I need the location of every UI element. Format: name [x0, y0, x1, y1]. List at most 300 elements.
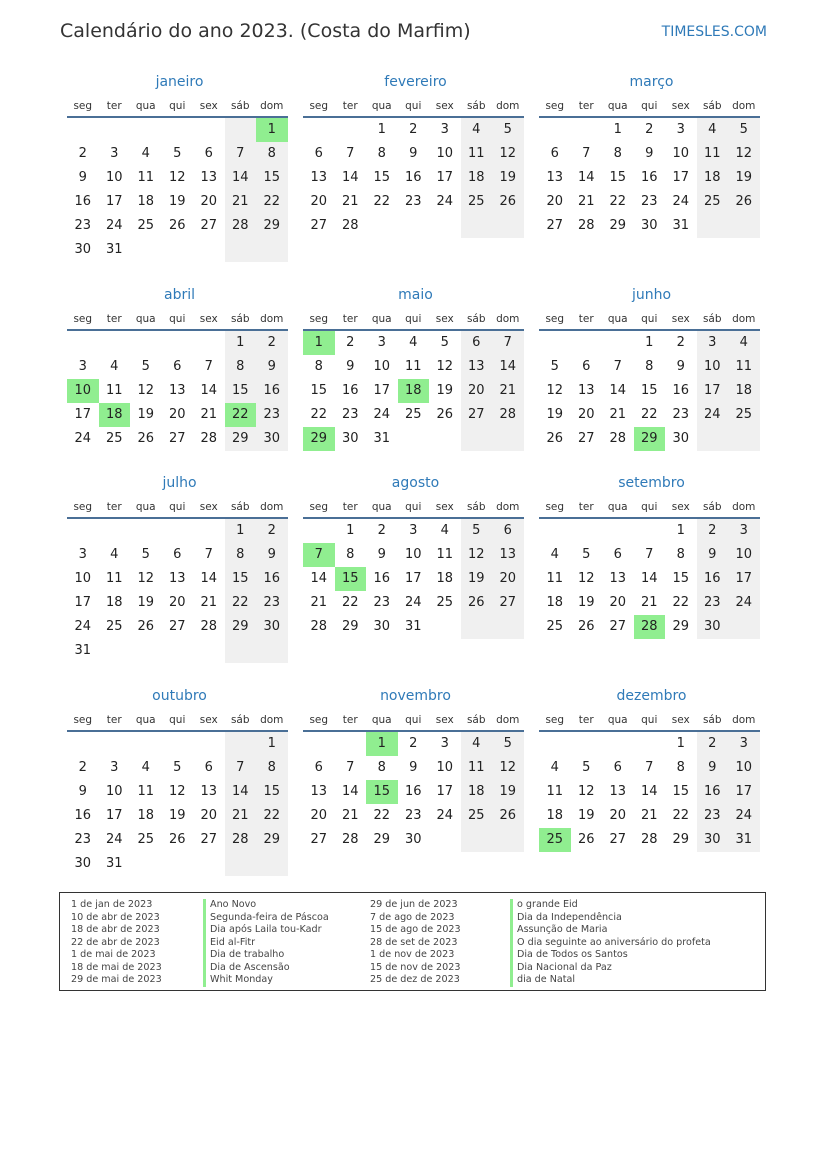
day-cell: 15 [640, 383, 658, 398]
legend-date: 1 de mai de 2023 [71, 949, 156, 960]
month-junho [539, 285, 760, 451]
weekday-label: qui [169, 313, 186, 325]
weekday-label: qua [371, 100, 392, 112]
weekday-label: sáb [466, 100, 486, 112]
day-cell: 21 [200, 407, 218, 422]
day-cell: 23 [256, 403, 288, 427]
weekday-label: seg [545, 313, 565, 325]
day-cell: 9 [346, 359, 355, 374]
day-cell: 21 [577, 194, 595, 209]
day-cell: 25 [137, 832, 155, 847]
day-cell: 7 [346, 146, 355, 161]
day-cell: 18 [461, 166, 493, 190]
day-cell: 30 [341, 431, 359, 446]
day-cell: 6 [492, 519, 524, 543]
day-cell: 14 [225, 780, 257, 804]
day-cell: 10 [728, 543, 760, 567]
day-cell: 7 [582, 146, 591, 161]
page-title: Calendário do ano 2023. (Costa do Marfim) [60, 20, 471, 42]
weekday-label: ter [106, 714, 122, 726]
weekday-label: ter [342, 714, 358, 726]
legend-date: 10 de abr de 2023 [71, 911, 160, 923]
weekday-label: dom [260, 100, 284, 112]
weekday-label: qui [405, 714, 422, 726]
day-cell: 15 [225, 379, 257, 403]
month-name: junho [631, 287, 672, 303]
day-cell: 5 [582, 760, 591, 775]
day-cell: 29 [373, 832, 391, 847]
day-cell: 9 [78, 784, 87, 799]
holiday-day-cell: 29 [303, 427, 335, 451]
legend-holiday-name: Dia de trabalho [203, 949, 329, 962]
empty-cell [130, 852, 162, 876]
day-cell: 28 [640, 832, 658, 847]
day-cell: 8 [225, 355, 257, 379]
month-novembro [303, 686, 524, 852]
day-cell: 19 [168, 808, 186, 823]
day-cell: 1 [676, 523, 685, 538]
day-cell: 11 [546, 571, 564, 586]
day-cell: 27 [461, 403, 493, 427]
empty-cell [193, 331, 225, 355]
weekday-label: dom [732, 501, 756, 513]
legend-dates-column-2 [370, 899, 461, 987]
weekday-label: dom [260, 714, 284, 726]
day-cell: 11 [137, 784, 155, 799]
empty-cell [162, 852, 194, 876]
day-cell: 16 [256, 567, 288, 591]
day-cell: 6 [582, 359, 591, 374]
weekday-label: sáb [230, 313, 250, 325]
day-cell: 13 [168, 571, 186, 586]
day-cell: 23 [404, 194, 422, 209]
month-name: dezembro [616, 688, 687, 704]
day-cell: 24 [436, 194, 454, 209]
day-cell: 14 [341, 170, 359, 185]
day-cell: 21 [310, 595, 328, 610]
day-cell: 23 [341, 407, 359, 422]
weekday-label: qua [371, 501, 392, 513]
day-cell: 19 [137, 595, 155, 610]
empty-cell [162, 519, 194, 543]
day-cell: 5 [173, 760, 182, 775]
day-cell: 7 [346, 760, 355, 775]
weekday-label: sex [671, 313, 690, 325]
weekday-label: qua [135, 501, 156, 513]
day-cell: 2 [409, 122, 418, 137]
day-cell: 15 [310, 383, 328, 398]
legend-date: 1 de jan de 2023 [71, 899, 153, 910]
day-cell: 23 [672, 407, 690, 422]
empty-cell [429, 214, 461, 238]
month-março [539, 72, 760, 238]
day-cell: 24 [74, 431, 92, 446]
day-cell: 26 [728, 190, 760, 214]
weekday-label: sáb [466, 313, 486, 325]
day-cell: 7 [225, 756, 257, 780]
day-cell: 11 [728, 355, 760, 379]
weekday-label: ter [578, 100, 594, 112]
empty-cell [225, 732, 257, 756]
day-cell: 8 [377, 760, 386, 775]
day-cell: 8 [676, 547, 685, 562]
empty-cell [429, 828, 461, 852]
month-name: setembro [618, 475, 685, 491]
weekday-label: ter [578, 501, 594, 513]
weekday-label: sáb [230, 100, 250, 112]
day-cell: 16 [404, 170, 422, 185]
day-cell: 5 [728, 118, 760, 142]
site-link[interactable]: TIMESLES.COM [661, 24, 767, 40]
empty-cell [429, 427, 461, 451]
empty-cell [366, 214, 398, 238]
weekday-label: sáb [230, 714, 250, 726]
day-cell: 5 [461, 519, 493, 543]
day-cell: 8 [676, 760, 685, 775]
day-cell: 12 [492, 142, 524, 166]
legend-holiday-name: Assunção de Maria [510, 924, 711, 937]
day-cell: 4 [550, 760, 559, 775]
day-cell: 16 [74, 194, 92, 209]
day-cell: 21 [225, 804, 257, 828]
day-cell: 9 [409, 760, 418, 775]
weekday-label: sáb [702, 100, 722, 112]
day-cell: 6 [314, 760, 323, 775]
day-cell: 16 [640, 170, 658, 185]
day-cell: 25 [105, 431, 123, 446]
day-cell: 29 [256, 214, 288, 238]
month-dezembro [539, 686, 760, 852]
empty-cell [398, 214, 430, 238]
day-grid [539, 519, 760, 639]
day-cell: 26 [492, 804, 524, 828]
day-cell: 17 [672, 170, 690, 185]
legend-holiday-name: Segunda-feira de Páscoa [203, 912, 329, 925]
day-cell: 18 [461, 780, 493, 804]
day-cell: 4 [409, 335, 418, 350]
weekday-label: seg [545, 714, 565, 726]
legend-date: 15 de ago de 2023 [370, 924, 461, 935]
holiday-day-cell: 10 [67, 379, 99, 403]
day-cell: 18 [546, 808, 564, 823]
day-cell: 15 [256, 780, 288, 804]
day-cell: 22 [256, 804, 288, 828]
day-cell: 23 [640, 194, 658, 209]
weekday-label: ter [342, 313, 358, 325]
day-cell: 2 [256, 331, 288, 355]
day-cell: 31 [105, 242, 123, 257]
day-cell: 24 [728, 804, 760, 828]
weekday-label: qua [135, 313, 156, 325]
legend-date: 1 de nov de 2023 [370, 949, 455, 960]
day-cell: 30 [373, 619, 391, 634]
day-cell: 3 [440, 122, 449, 137]
day-cell: 15 [256, 166, 288, 190]
day-cell: 2 [409, 736, 418, 751]
day-cell: 1 [346, 523, 355, 538]
empty-cell [539, 331, 571, 355]
day-cell: 8 [256, 142, 288, 166]
day-cell: 27 [492, 591, 524, 615]
day-grid [303, 331, 524, 451]
empty-cell [602, 519, 634, 543]
weekday-label: ter [578, 714, 594, 726]
day-cell: 28 [225, 828, 257, 852]
empty-cell [99, 639, 131, 663]
weekday-label: qui [641, 501, 658, 513]
empty-cell [571, 331, 603, 355]
month-name: abril [163, 287, 195, 303]
empty-cell [335, 118, 367, 142]
day-cell: 12 [546, 383, 564, 398]
day-cell: 4 [461, 118, 493, 142]
day-cell: 18 [728, 379, 760, 403]
weekday-label: qui [405, 100, 422, 112]
weekday-label: qua [371, 714, 392, 726]
day-cell: 19 [492, 166, 524, 190]
day-cell: 5 [492, 118, 524, 142]
day-cell: 3 [377, 335, 386, 350]
empty-cell [571, 732, 603, 756]
weekday-label: sex [199, 501, 218, 513]
day-cell: 18 [105, 595, 123, 610]
day-cell: 2 [256, 519, 288, 543]
day-cell: 11 [697, 142, 729, 166]
day-cell: 31 [672, 218, 690, 233]
empty-cell [429, 615, 461, 639]
empty-cell [193, 852, 225, 876]
empty-cell [67, 118, 99, 142]
day-cell: 12 [461, 543, 493, 567]
day-cell: 6 [204, 146, 213, 161]
weekday-label: sáb [702, 501, 722, 513]
empty-cell [539, 519, 571, 543]
day-cell: 3 [697, 331, 729, 355]
weekday-label: sex [199, 714, 218, 726]
weekday-label: qui [405, 501, 422, 513]
weekday-label: dom [260, 313, 284, 325]
day-cell: 14 [577, 170, 595, 185]
legend-date: 22 de abr de 2023 [71, 936, 160, 948]
day-cell: 5 [550, 359, 559, 374]
legend-date: 28 de set de 2023 [370, 936, 458, 948]
day-cell: 20 [310, 194, 328, 209]
day-cell: 13 [577, 383, 595, 398]
day-cell: 7 [645, 547, 654, 562]
day-cell: 21 [640, 595, 658, 610]
day-cell: 26 [461, 591, 493, 615]
day-cell: 25 [436, 595, 454, 610]
day-cell: 27 [546, 218, 564, 233]
day-cell: 3 [728, 519, 760, 543]
day-cell: 10 [105, 170, 123, 185]
day-cell: 19 [728, 166, 760, 190]
day-cell: 26 [577, 832, 595, 847]
empty-cell [193, 732, 225, 756]
day-cell: 15 [609, 170, 627, 185]
empty-cell [634, 732, 666, 756]
day-cell: 24 [373, 407, 391, 422]
day-cell: 23 [373, 595, 391, 610]
day-cell: 10 [728, 756, 760, 780]
legend-date: 18 de mai de 2023 [71, 961, 162, 973]
day-cell: 6 [173, 547, 182, 562]
day-cell: 15 [672, 571, 690, 586]
day-cell: 31 [74, 643, 92, 658]
weekday-label: sáb [230, 501, 250, 513]
day-cell: 22 [256, 190, 288, 214]
day-cell: 26 [137, 619, 155, 634]
empty-cell [225, 238, 257, 262]
weekday-label: sex [199, 100, 218, 112]
day-cell: 12 [492, 756, 524, 780]
day-cell: 2 [78, 146, 87, 161]
day-cell: 28 [200, 431, 218, 446]
day-cell: 3 [440, 736, 449, 751]
empty-cell [492, 828, 524, 852]
day-cell: 6 [314, 146, 323, 161]
day-cell: 8 [314, 359, 323, 374]
empty-cell [728, 427, 760, 451]
day-cell: 22 [672, 808, 690, 823]
day-cell: 21 [640, 808, 658, 823]
day-cell: 20 [200, 194, 218, 209]
weekday-header [67, 498, 288, 516]
month-name: novembro [380, 688, 451, 704]
day-cell: 31 [404, 619, 422, 634]
legend-holiday-name: Ano Novo [203, 899, 329, 912]
day-cell: 23 [697, 804, 729, 828]
legend-date: 29 de jun de 2023 [370, 899, 458, 910]
day-cell: 30 [640, 218, 658, 233]
day-cell: 18 [436, 571, 454, 586]
day-cell: 25 [461, 190, 493, 214]
day-cell: 18 [546, 595, 564, 610]
day-cell: 17 [697, 379, 729, 403]
day-cell: 2 [697, 732, 729, 756]
legend-holiday-name: dia de Natal [510, 974, 711, 987]
empty-cell [602, 331, 634, 355]
day-cell: 27 [168, 619, 186, 634]
day-cell: 11 [436, 547, 454, 562]
day-cell: 25 [546, 619, 564, 634]
day-cell: 7 [492, 331, 524, 355]
day-cell: 1 [225, 331, 257, 355]
legend-names-column-1 [203, 899, 329, 987]
empty-cell [461, 214, 493, 238]
day-cell: 11 [461, 756, 493, 780]
day-cell: 28 [310, 619, 328, 634]
day-cell: 20 [546, 194, 564, 209]
weekday-header [67, 711, 288, 729]
day-cell: 11 [137, 170, 155, 185]
day-grid [67, 118, 288, 262]
day-cell: 17 [436, 784, 454, 799]
day-cell: 19 [546, 407, 564, 422]
empty-cell [162, 118, 194, 142]
day-cell: 24 [672, 194, 690, 209]
day-cell: 1 [645, 335, 654, 350]
day-cell: 13 [168, 383, 186, 398]
day-cell: 28 [225, 214, 257, 238]
day-cell: 9 [256, 543, 288, 567]
empty-cell [697, 427, 729, 451]
weekday-label: qua [607, 714, 628, 726]
empty-cell [99, 118, 131, 142]
day-cell: 30 [74, 242, 92, 257]
weekday-label: sex [671, 100, 690, 112]
legend-holiday-name: O dia seguinte ao aniversário do profeta [510, 937, 711, 950]
weekday-header [539, 310, 760, 328]
day-cell: 13 [461, 355, 493, 379]
day-cell: 12 [137, 383, 155, 398]
day-cell: 7 [225, 142, 257, 166]
day-cell: 7 [204, 547, 213, 562]
day-cell: 4 [141, 146, 150, 161]
empty-cell [162, 732, 194, 756]
day-cell: 2 [346, 335, 355, 350]
day-cell: 17 [105, 194, 123, 209]
day-cell: 27 [577, 431, 595, 446]
day-cell: 28 [609, 431, 627, 446]
day-cell: 6 [613, 547, 622, 562]
day-cell: 20 [492, 567, 524, 591]
day-cell: 10 [373, 359, 391, 374]
empty-cell [728, 615, 760, 639]
day-cell: 27 [200, 218, 218, 233]
weekday-label: qua [135, 714, 156, 726]
day-cell: 22 [373, 194, 391, 209]
empty-cell [256, 238, 288, 262]
day-cell: 19 [577, 808, 595, 823]
day-cell: 2 [645, 122, 654, 137]
day-cell: 9 [409, 146, 418, 161]
day-cell: 9 [645, 146, 654, 161]
day-cell: 22 [640, 407, 658, 422]
legend-holiday-name: Dia de Ascensão [203, 962, 329, 975]
day-cell: 24 [436, 808, 454, 823]
month-name: janeiro [155, 74, 204, 90]
month-janeiro [67, 72, 288, 262]
holiday-day-cell: 18 [99, 403, 131, 427]
day-cell: 19 [137, 407, 155, 422]
weekday-label: qua [607, 313, 628, 325]
day-cell: 29 [225, 427, 257, 451]
empty-cell [193, 118, 225, 142]
day-cell: 8 [645, 359, 654, 374]
day-cell: 26 [546, 431, 564, 446]
day-cell: 2 [78, 760, 87, 775]
day-cell: 23 [697, 591, 729, 615]
empty-cell [492, 615, 524, 639]
day-cell: 8 [256, 756, 288, 780]
day-cell: 26 [492, 190, 524, 214]
holiday-legend [59, 892, 766, 991]
day-cell: 7 [204, 359, 213, 374]
day-cell: 28 [341, 218, 359, 233]
day-cell: 9 [697, 756, 729, 780]
day-grid [539, 732, 760, 852]
day-cell: 13 [609, 784, 627, 799]
month-abril [67, 285, 288, 451]
day-grid [67, 519, 288, 663]
weekday-label: sex [671, 501, 690, 513]
weekday-label: sex [199, 313, 218, 325]
day-cell: 4 [550, 547, 559, 562]
weekday-header [539, 711, 760, 729]
day-cell: 10 [436, 146, 454, 161]
empty-cell [193, 639, 225, 663]
